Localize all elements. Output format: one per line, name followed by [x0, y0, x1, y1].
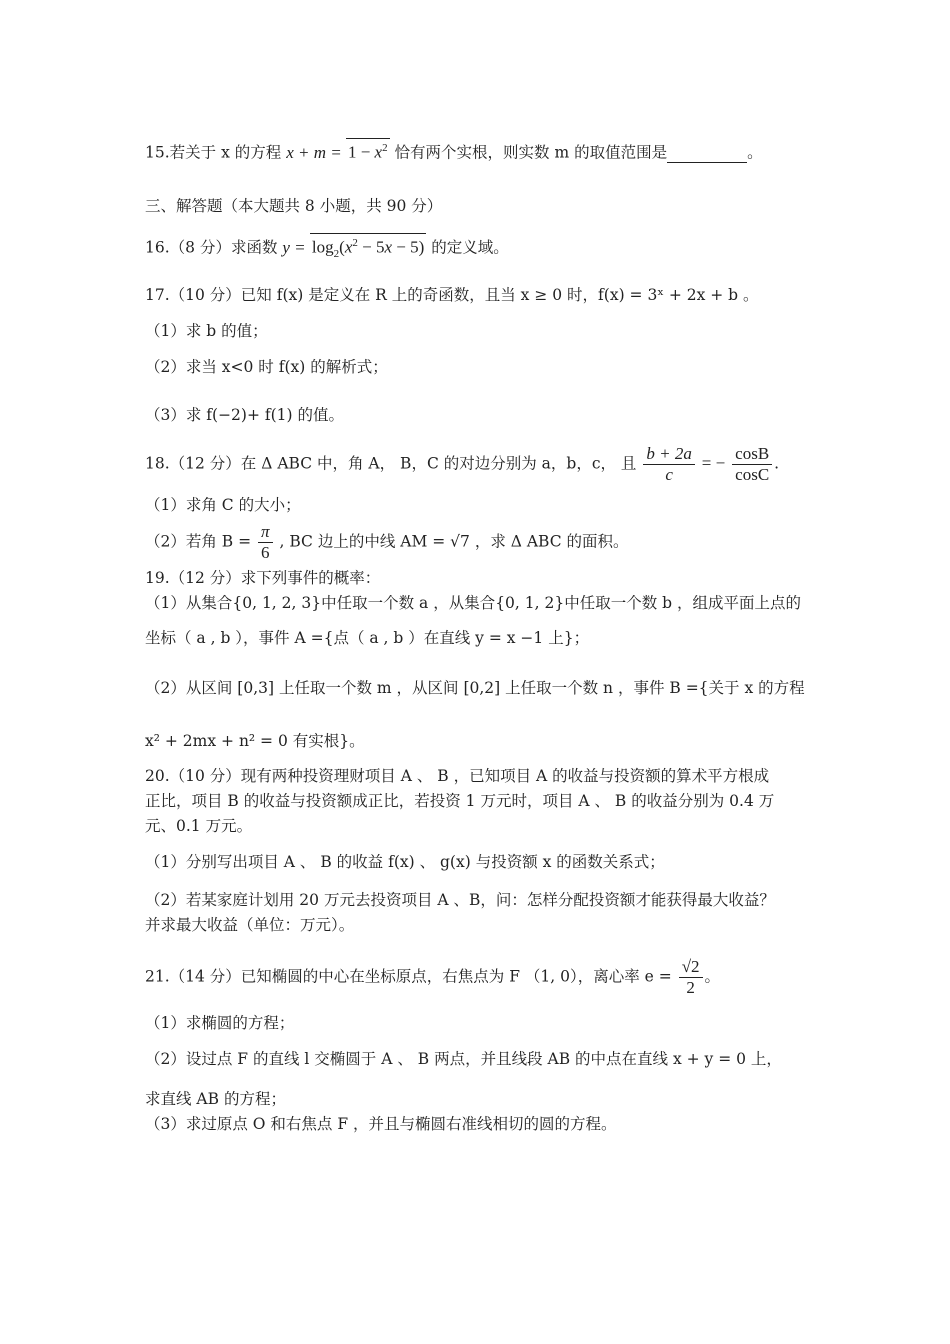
q15-equation: $x + m = 1 - x^2$ [286, 143, 389, 162]
q21-eccentricity-fraction: $\frac{√2}{2}$ [679, 957, 703, 998]
question-20-line-3: 元、0.1 万元。 [145, 817, 253, 835]
q20-part-2-line-1: （2）若某家庭计划用 20 万元去投资项目 A 、B，问：怎样分配投资额才能获得最大收益？ [145, 891, 775, 909]
q17-part-1: （1）求 b 的值； [145, 322, 268, 340]
question-16: 16.（8 分）求函数 $y = \log_2(x^2 - 5x - 5)$ 的定义域。 [145, 233, 509, 263]
q18-part-1: （1）求角 C 的大小； [145, 496, 301, 514]
question-19-stem: 19.（12 分）求下列事件的概率： [145, 569, 381, 587]
question-21-stem: 21.（14 分）已知椭圆的中心在坐标原点，右焦点为 F （1, 0），离心率 e = $\frac{√2}{2}$ 。 [145, 957, 721, 997]
q20-part-1: （1）分别写出项目 A 、 B 的收益 f(x) 、 g(x) 与投资额 x 的函数关系式； [145, 853, 665, 871]
question-17-stem: 17.（10 分）已知 f(x) 是定义在 R 上的奇函数，且当 x ≥ 0 时，f(x) = 3ˣ + 2x + b 。 [145, 286, 759, 304]
question-20-line-1: 20.（10 分）现有两种投资理财项目 A 、 B ，已知项目 A 的收益与投资额的算术平方根成 [145, 767, 770, 785]
q19-part-1-line-1: （1）从集合{0, 1, 2, 3}中任取一个数 a ，从集合{0, 1, 2}中任取一个数 b ，组成平面上点的 [145, 594, 801, 612]
q18-fraction-left: $\frac{b + 2a}{c}$ [643, 444, 694, 485]
q19-part-2-line-2: x² + 2mx + n² = 0 有实根}。 [145, 732, 365, 750]
q21-part-2-line-2: 求直线 AB 的方程； [145, 1090, 286, 1108]
q18-part-2: （2）若角 B = $\frac{\pi}{6}$ , BC 边上的中线 AM = √7 ，求 Δ ABC 的面积。 [145, 522, 629, 562]
question-15: 15.若关于 x 的方程 $x + m = 1 - x^2$ 恰有两个实根，则实数 m 的取值范围是 。 [145, 138, 763, 163]
q17-part-2: （2）求当 x<0 时 f(x) 的解析式； [145, 358, 388, 376]
q19-part-1-line-2: 坐标（ a , b ），事件 A ={点（ a , b ）在直线 y = x −1 上}； [145, 629, 590, 647]
question-20-line-2: 正比，项目 B 的收益与投资额成正比，若投资 1 万元时，项目 A 、 B 的收益分别为 0.4 万 [145, 792, 775, 810]
answer-blank[interactable] [667, 146, 747, 163]
q16-function: $y = \log_2(x^2 - 5x - 5)$ [282, 238, 426, 257]
q20-part-2-line-2: 并求最大收益（单位：万元）。 [145, 916, 355, 934]
q18-fraction-right: $\frac{\cos B}{\cos C}$ [732, 444, 772, 485]
q21-part-3: （3）求过原点 O 和右焦点 F ，并且与椭圆右准线相切的圆的方程。 [145, 1115, 617, 1133]
q17-part-3: （3）求 f(−2)+ f(1) 的值。 [145, 406, 345, 424]
q21-part-2-line-1: （2）设过点 F 的直线 l 交椭圆于 A 、 B 两点，并且线段 AB 的中点在直线 x + y = 0 上， [145, 1050, 782, 1068]
question-18-stem: 18.（12 分）在 Δ ABC 中，角 A， B，C 的对边分别为 a，b，c， 且 $\frac{b + 2a}{c}$ = − $\frac{\cos B}{\cos C}$ . [145, 444, 780, 484]
q21-part-1: （1）求椭圆的方程； [145, 1014, 295, 1032]
q19-part-2-line-1: （2）从区间 [0,3] 上任取一个数 m ，从区间 [0,2] 上任取一个数 n ，事件 B ={关于 x 的方程 [145, 679, 805, 697]
q18-pi-fraction: $\frac{\pi}{6}$ [258, 522, 273, 563]
section-heading: 三、解答题（本大题共 8 小题，共 90 分） [145, 197, 443, 215]
